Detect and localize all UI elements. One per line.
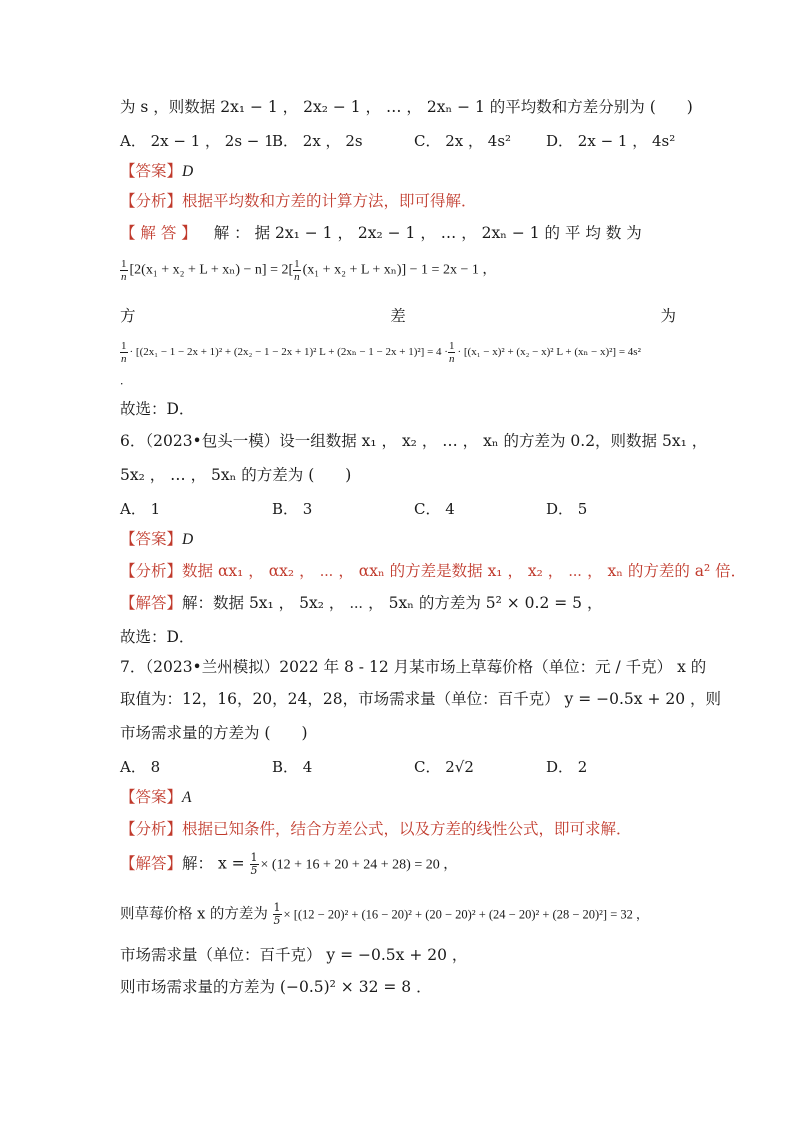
q6-option-c: C． 4 [414, 500, 455, 518]
q5-mean-formula: $\frac{1}{n}$ [2(x₁ + x₂ + L + xₙ) − n] = 2[ $\frac{1}{n}$ (x₁ + x₂ + L + xₙ)] − 1 = 2x − 1 ， [121, 258, 497, 283]
analysis-text: 根据平均数和方差的计算方法，即可得解． [182, 192, 477, 210]
q5-solution-line [120, 222, 642, 244]
q5-option-d: D． 2x − 1 ， 4s² [546, 132, 676, 150]
answer-value: D [182, 163, 194, 180]
analysis-text: 根据已知条件，结合方差公式，以及方差的线性公式，即可求解． [182, 820, 632, 838]
analysis-tag: 【分析】 [120, 192, 183, 210]
fraction: $\frac{1}{n}$ [121, 258, 127, 283]
q6-option-d: D． 5 [546, 500, 588, 518]
q7-stem-line1: 7．（2023•兰州模拟）2022 年 8 - 12 月某市场上草莓价格（单位：元 / 千克） x 的 [120, 658, 707, 676]
analysis-tag: 【分析】 [120, 820, 183, 838]
fraction: $\frac{1}{5}$ [273, 901, 281, 927]
q6-answer-line [120, 528, 193, 551]
q7-option-a: A． 8 [120, 758, 161, 776]
q6-conclusion: 故选：D． [120, 628, 195, 646]
q5-stem: 为 s ，则数据 2x₁ − 1 ， 2x₂ − 1 ， … ， 2xₙ − 1 的平均数和方差分别为 ( ) [120, 98, 693, 116]
q5-variance-formula: $\frac{1}{n}$ · [(2x₁ − 1 − 2x + 1)² + (2x₂ − 1 − 2x + 1)² L + (2xₙ − 1 − 2x + 1)²] = 4 · $\frac{1}{n}$ · [(x₁ − x)² + (x₂ − x)² L + (xₙ − x)²] = 4s² [121, 340, 641, 365]
q7-stem-line3: 市场需求量的方差为 ( ) [120, 724, 308, 742]
q5-analysis-line [120, 190, 477, 212]
answer-tag: 【答案】 [120, 162, 183, 180]
solution-tag: 【解答】 [120, 854, 183, 873]
q6-stem-line2: 5x₂ ， … ， 5xₙ 的方差为 ( ) [120, 466, 352, 484]
solution-text: 解：数据 5x₁ ， 5x₂ ， ⋯ ， 5xₙ 的方差为 5² × 0.2 = 5 ， [182, 594, 603, 612]
answer-value: D [182, 531, 194, 548]
q5-option-b: B． 2x ， 2s [272, 132, 363, 150]
q6-analysis-line [120, 560, 746, 582]
answer-tag: 【答案】 [120, 788, 183, 806]
q5-variance-label: 方 差 为 [120, 307, 676, 325]
q6-stem-line1: 6．（2023•包头一模）设一组数据 x₁ ， x₂ ， … ， xₙ 的方差为 0.2，则数据 5x₁ ， [120, 432, 708, 450]
q5-answer-line [120, 160, 193, 183]
analysis-text: 数据 αx₁ ， αx₂ ， ⋯ ， αxₙ 的方差是数据 x₁ ， x₂ ， ⋯ ， xₙ 的方差的 a² 倍． [182, 562, 747, 580]
q7-analysis-line [120, 818, 632, 840]
solution-intro: 解 ： 据 2x₁ − 1 ， 2x₂ − 1 ， … ， 2xₙ − 1 的 平 均 数 为 [213, 224, 642, 242]
analysis-tag: 【分析】 [120, 562, 183, 580]
fraction: $\frac{1}{n}$ [294, 258, 300, 283]
q7-stem-line2: 取值为：12，16，20，24，28，市场需求量（单位：百千克） y = −0.5x + 20 ，则 [120, 690, 722, 708]
solution-tag: 【解答】 [120, 594, 183, 612]
q7-variance-line: 则草莓价格 x 的方差为 $\frac{1}{5}$ × [(12 − 20)² + (16 − 20)² + (20 − 20)² + (24 − 20)² + (28 − 20)²] = 32 ， [120, 901, 649, 927]
q7-answer-line [120, 786, 191, 809]
q7-solution-line: 【解答】解： x = $\frac{1}{5}$ × (12 + 16 + 20 + 24 + 28) = 20 ， [120, 851, 458, 877]
q7-option-d: D． 2 [546, 758, 588, 776]
q7-demand-variance-line: 则市场需求量的方差为 (−0.5)² × 32 = 8 ． [120, 978, 432, 996]
q7-option-c: C． 2√2 [414, 758, 474, 776]
solution-tag: 【 解 答 】 [120, 224, 197, 242]
q7-demand-line: 市场需求量（单位：百千克） y = −0.5x + 20 ， [120, 946, 468, 964]
fraction: $\frac{1}{n}$ [121, 340, 127, 365]
q6-solution-line [120, 592, 602, 614]
fraction: $\frac{1}{n}$ [448, 340, 455, 365]
fraction: $\frac{1}{5}$ [250, 851, 258, 877]
q7-option-b: B． 4 [272, 758, 313, 776]
q6-option-b: B． 3 [272, 500, 313, 518]
q5-variance-end: ． [120, 375, 131, 387]
q5-option-a: A． 2x − 1 ， 2s − 1 [120, 132, 274, 150]
q5-conclusion: 故选：D． [120, 400, 195, 418]
answer-tag: 【答案】 [120, 530, 183, 548]
q5-option-c: C． 2x ， 4s² [414, 132, 512, 150]
q6-option-a: A． 1 [120, 500, 161, 518]
answer-value: A [182, 789, 192, 806]
